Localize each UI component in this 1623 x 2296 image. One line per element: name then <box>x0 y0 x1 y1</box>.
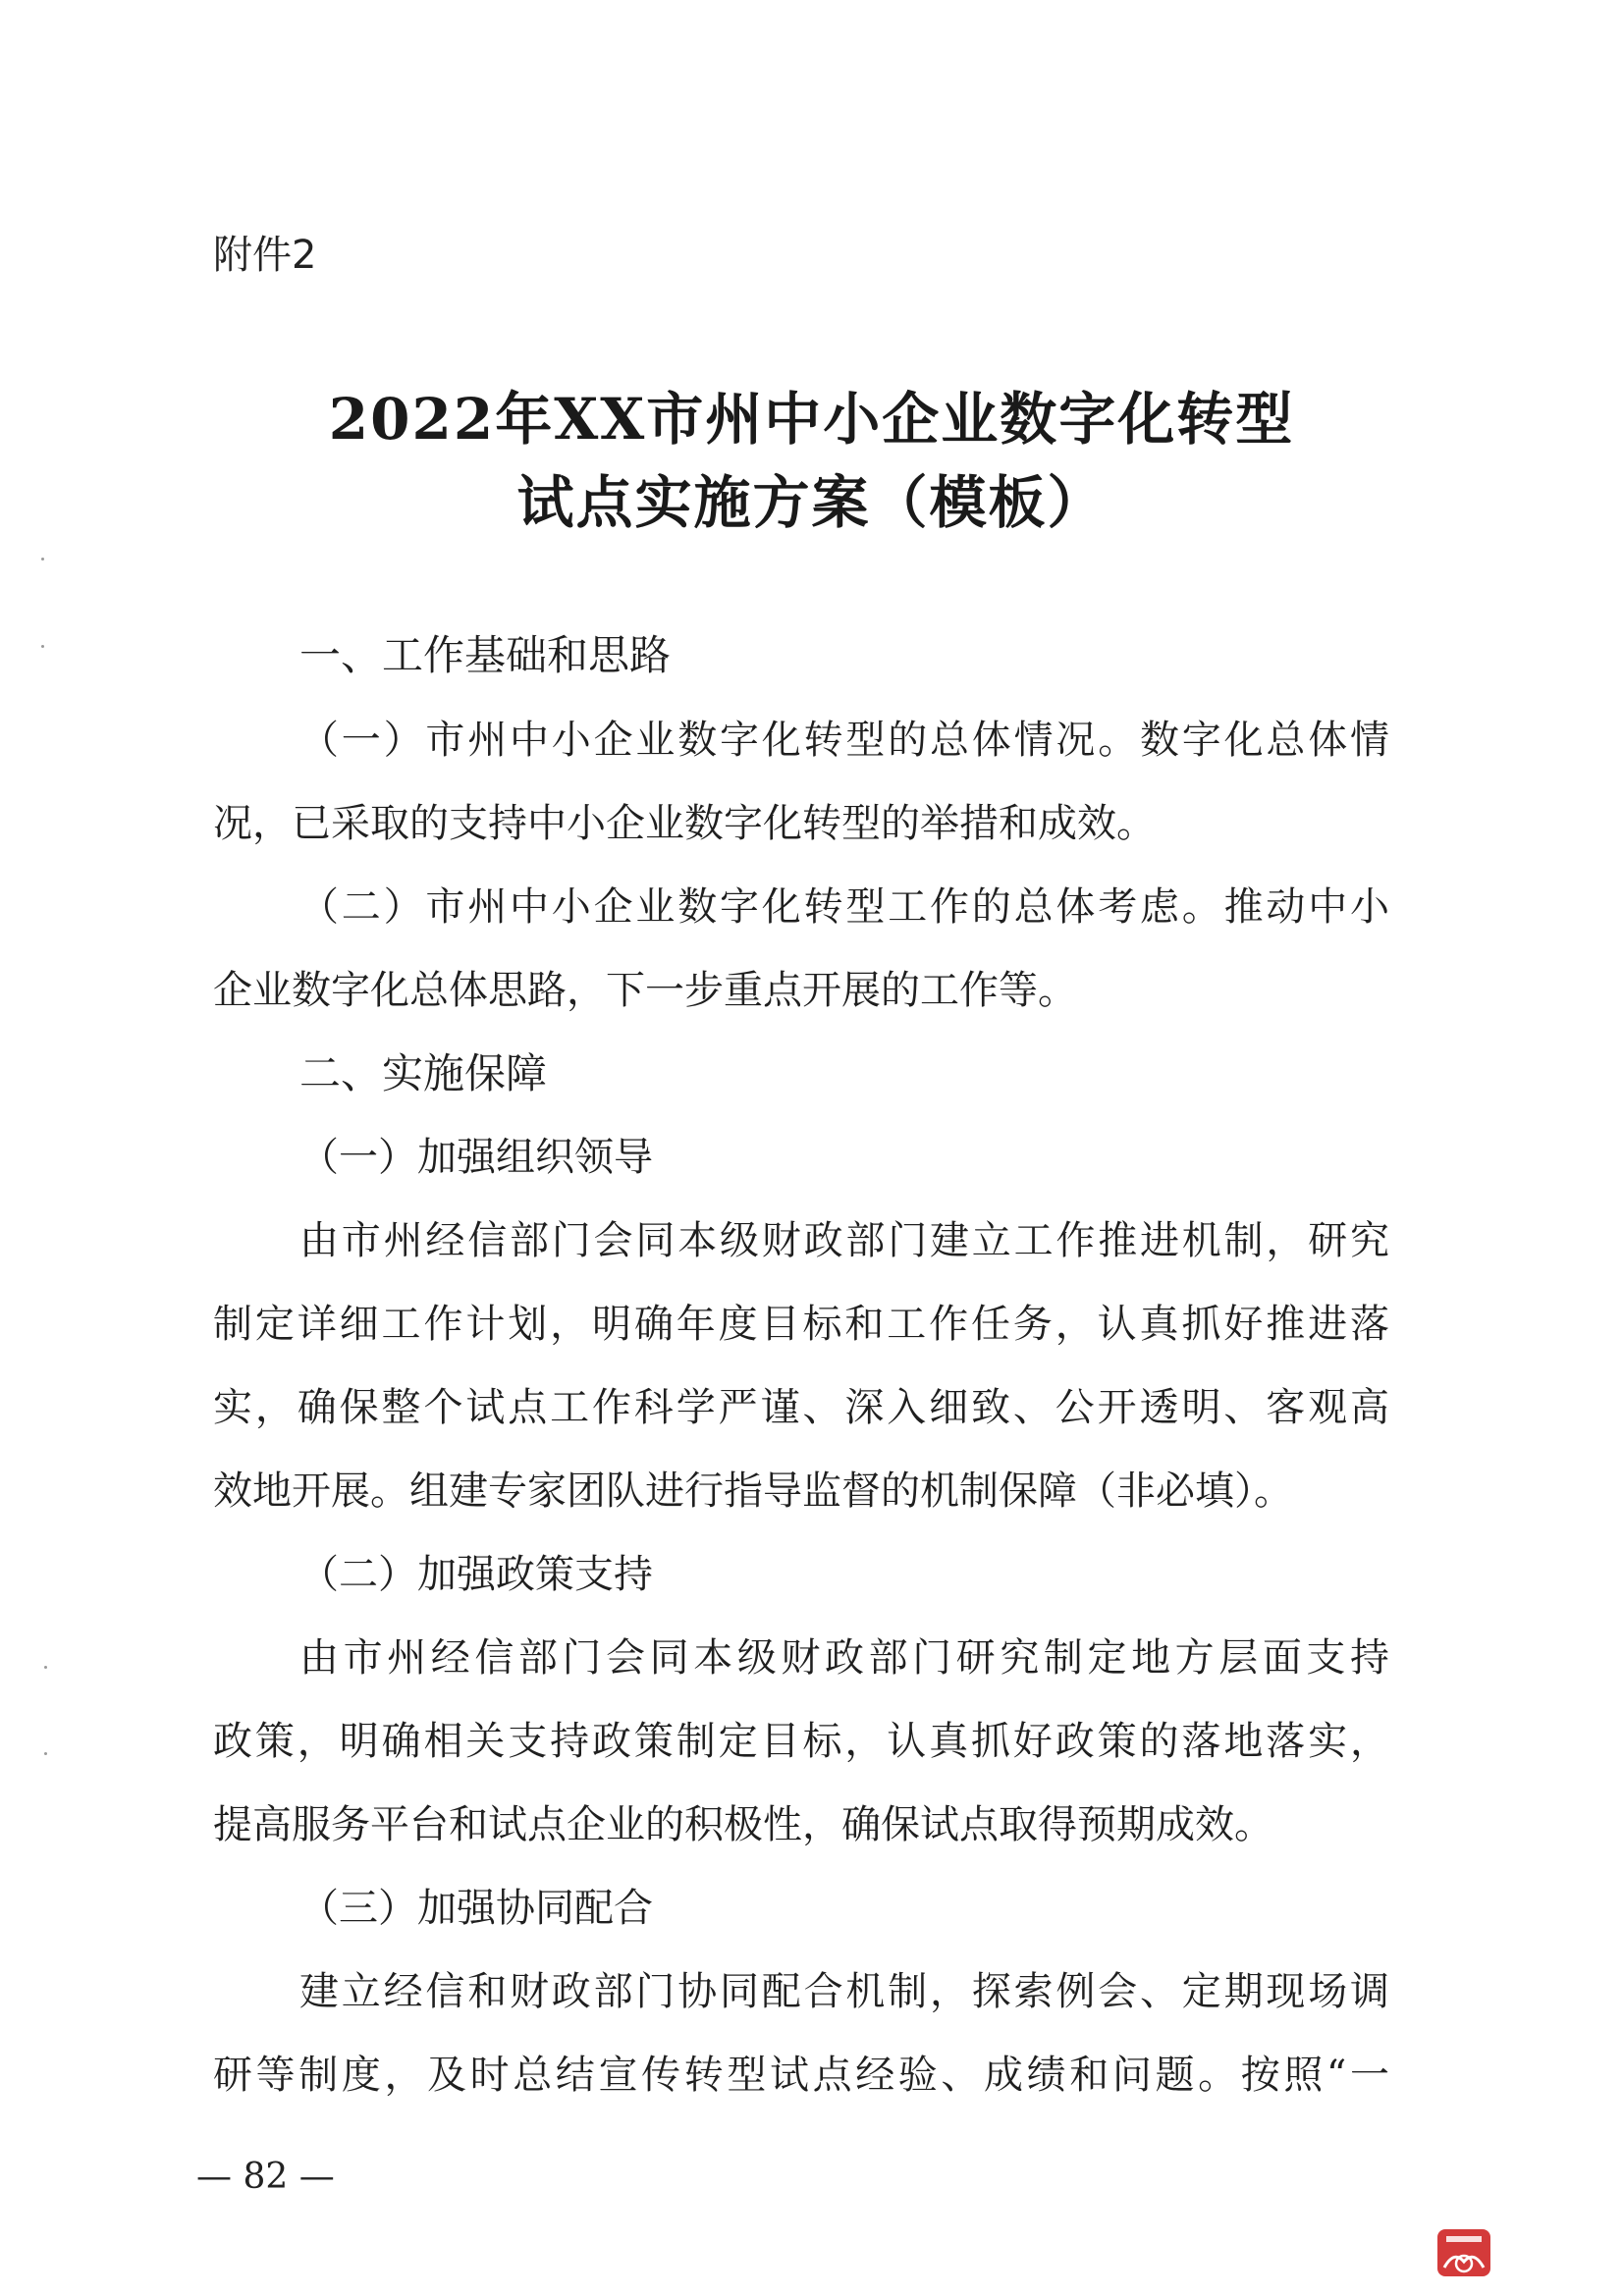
paragraph-line: 由市州经信部门会同本级财政部门研究制定地方层面支持 <box>299 1635 1389 1681</box>
paragraph-line: （一）市州中小企业数字化转型的总体情况。数字化总体情 <box>299 718 1389 763</box>
paragraph-line: 企业数字化总体思路，下一步重点开展的工作等。 <box>213 968 1077 1013</box>
paragraph-line: 研等制度，及时总结宣传转型试点经验、成绩和问题。按照“一 <box>213 2053 1389 2098</box>
publisher-stamp-icon <box>1436 2228 1491 2277</box>
document-title-line-2: 试点实施方案（模板） <box>516 469 1107 536</box>
section-heading-1: 一、工作基础和思路 <box>299 631 672 679</box>
document-title-line-1: 2022年XX市州中小企业数字化转型 <box>328 386 1295 453</box>
paragraph-line: 效地开展。组建专家团队进行指导监督的机制保障（非必填）。 <box>213 1468 1293 1514</box>
paragraph-line: 政策，明确相关支持政策制定目标，认真抓好政策的落地落实， <box>213 1719 1389 1764</box>
subsection-heading: （三）加强协同配合 <box>299 1886 653 1931</box>
paragraph-line: 制定详细工作计划，明确年度目标和工作任务，认真抓好推进落 <box>213 1302 1389 1347</box>
scan-speck <box>44 1752 47 1755</box>
attachment-label: 附件2 <box>213 233 317 278</box>
scan-speck <box>41 558 44 561</box>
paragraph-line: （二）市州中小企业数字化转型工作的总体考虑。推动中小 <box>299 884 1389 930</box>
scan-speck <box>41 645 44 648</box>
paragraph-line: 况，已采取的支持中小企业数字化转型的举措和成效。 <box>213 801 1156 846</box>
paragraph-line: 建立经信和财政部门协同配合机制，探索例会、定期现场调 <box>299 1969 1389 2014</box>
subsection-heading: （一）加强组织领导 <box>299 1135 653 1180</box>
subsection-heading: （二）加强政策支持 <box>299 1552 653 1597</box>
paragraph-line: 由市州经信部门会同本级财政部门建立工作推进机制，研究 <box>299 1218 1389 1263</box>
paragraph-line: 实，确保整个试点工作科学严谨、深入细致、公开透明、客观高 <box>213 1385 1389 1430</box>
paragraph-line: 提高服务平台和试点企业的积极性，确保试点取得预期成效。 <box>213 1802 1273 1847</box>
scan-speck <box>44 1666 47 1669</box>
section-heading-2: 二、实施保障 <box>299 1049 548 1097</box>
page-number: — 82 — <box>196 2157 335 2197</box>
